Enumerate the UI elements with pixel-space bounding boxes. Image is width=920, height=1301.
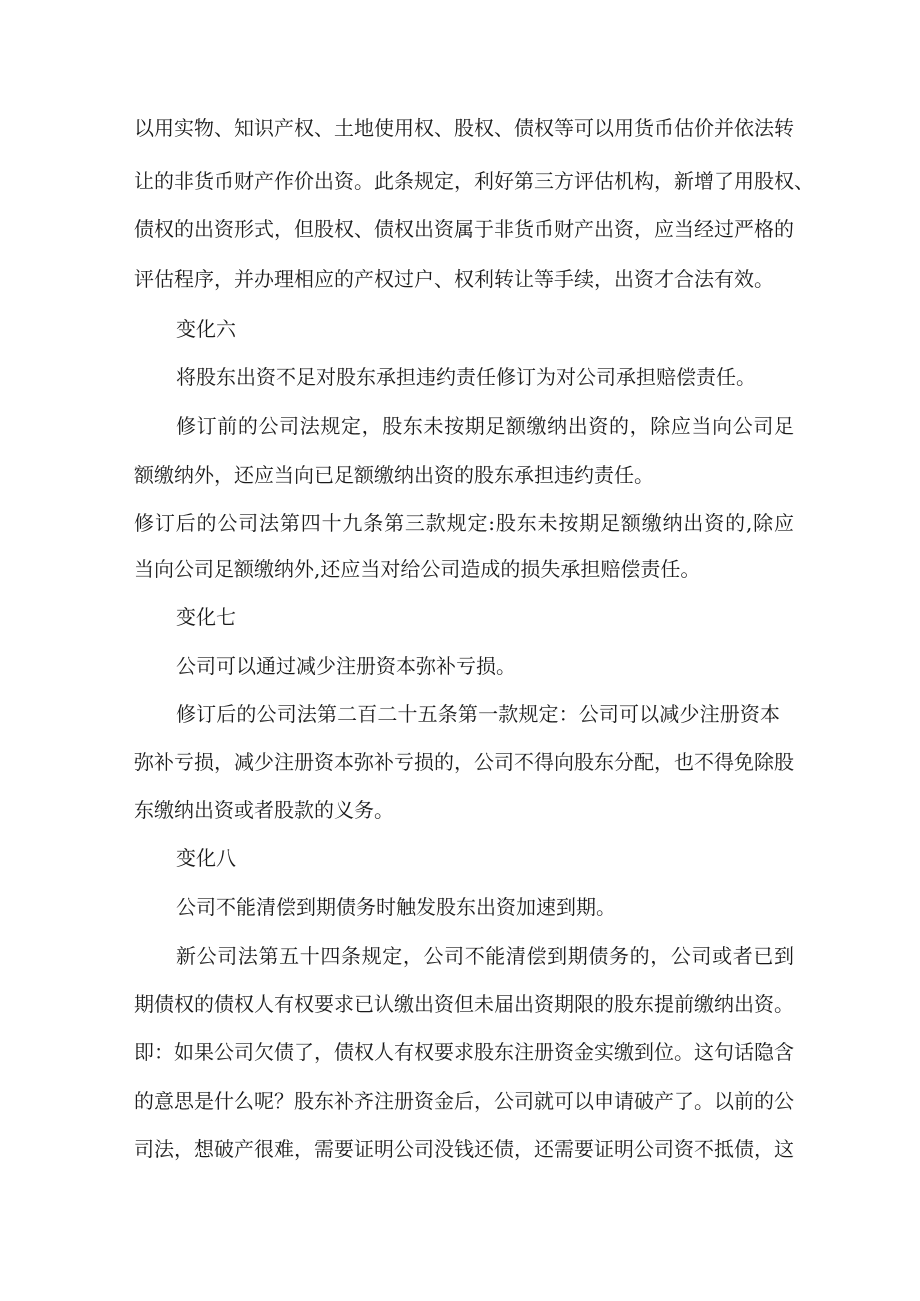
text-line: 新公司法第五十四条规定，公司不能清偿到期债务的，公司或者已到: [176, 944, 794, 968]
text-line: 期债权的债权人有权要求已认缴出资但未届出资期限的股东提前缴纳出资。: [134, 992, 794, 1016]
section-heading: 变化六: [176, 317, 236, 341]
text-line: 债权的出资形式，但股权、债权出资属于非货币财产出资，应当经过严格的: [134, 217, 794, 241]
text-line: 当向公司足额缴纳外,还应当对给公司造成的损失承担赔偿责任。: [134, 557, 701, 581]
text-line: 将股东出资不足对股东承担违约责任修订为对公司承担赔偿责任。: [176, 365, 756, 389]
section-heading: 变化七: [176, 605, 236, 629]
text-line: 的意思是什么呢？股东补齐注册资金后，公司就可以申请破产了。以前的公: [134, 1089, 794, 1113]
text-line: 弥补亏损，减少注册资本弥补亏损的，公司不得向股东分配，也不得免除股: [134, 750, 794, 774]
text-line: 修订后的公司法第二百二十五条第一款规定：公司可以减少注册资本: [176, 702, 780, 726]
text-line: 评估程序，并办理相应的产权过户、权利转让等手续，出资才合法有效。: [134, 267, 774, 291]
text-line: 即：如果公司欠债了，债权人有权要求股东注册资金实缴到位。这句话隐含: [134, 1040, 794, 1064]
text-line: 公司可以通过减少注册资本弥补亏损。: [176, 654, 516, 678]
text-line: 以用实物、知识产权、土地使用权、股权、债权等可以用货币估价并依法转: [134, 116, 794, 140]
text-line: 修订前的公司法规定，股东未按期足额缴纳出资的，除应当向公司足: [176, 414, 794, 438]
text-line: 司法，想破产很难，需要证明公司没钱还债，还需要证明公司资不抵债，这: [134, 1137, 794, 1161]
text-line: 东缴纳出资或者股款的义务。: [134, 798, 394, 822]
text-line: 让的非货币财产作价出资。此条规定，利好第三方评估机构，新增了用股权、: [134, 169, 814, 193]
text-line: 公司不能清偿到期债务时触发股东出资加速到期。: [176, 895, 616, 919]
text-line: 修订后的公司法第四十九条第三款规定:股东未按期足额缴纳出资的,除应: [134, 511, 794, 535]
section-heading: 变化八: [176, 846, 236, 870]
text-line: 额缴纳外，还应当向已足额缴纳出资的股东承担违约责任。: [134, 463, 654, 487]
